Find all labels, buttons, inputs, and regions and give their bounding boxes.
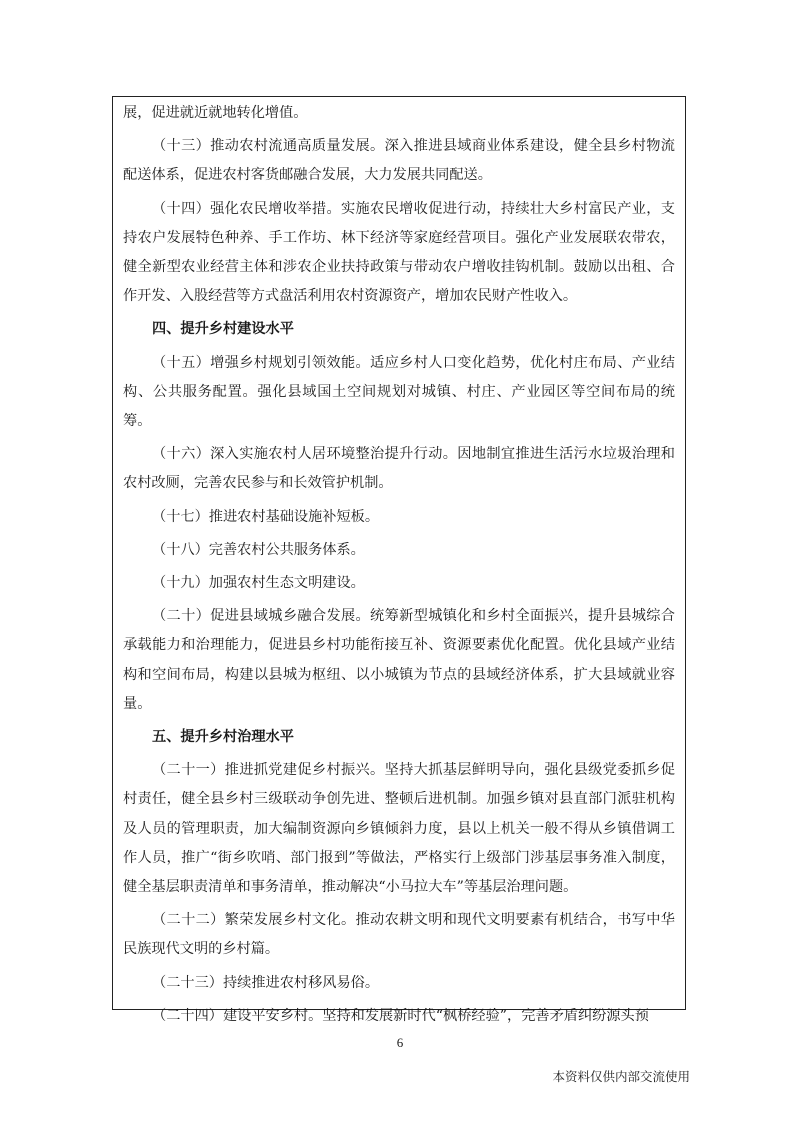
paragraph: （十五）增强乡村规划引领效能。适应乡村人口变化趋势，优化村庄布局、产业结构、公共服务配置。强化县域国土空间规划对城镇、村庄、产业园区等空间布局的统筹。 bbox=[123, 354, 675, 430]
paragraph: （二十三）持续推进农村移风易俗。 bbox=[152, 974, 380, 991]
paragraph: （十八）完善农村公共服务体系。 bbox=[152, 541, 365, 558]
paragraph: 展，促进就近就地转化增值。 bbox=[123, 105, 308, 121]
paragraph: （十三）推动农村流通高质量发展。深入推进县域商业体系建设，健全县乡村物流配送体系，促进农村客货邮融合发展，大力发展共同配送。 bbox=[123, 138, 675, 184]
paragraph: （十四）强化农民增收举措。实施农民增收促进行动，持续壮大乡村富民产业，支持农户发展特色种养、手工作坊、林下经济等家庭经营项目。强化产业发展联农带农，健全新型农业经营主体和涉农企业扶持政策与带动农户增收挂钩机制。鼓励以出租、合作开发、入股经营等方式盘活利用农村资源资产，增加农民财产性收入。 bbox=[123, 200, 675, 305]
document-body bbox=[123, 99, 675, 1035]
section-heading: 五、提升乡村治理水平 bbox=[152, 729, 294, 746]
paragraph: （二十二）繁荣发展乡村文化。推动农耕文明和现代文明要素有机结合，书写中华民族现代文明的乡村篇。 bbox=[123, 912, 675, 958]
document-frame bbox=[112, 96, 686, 1024]
paragraph: （二十一）推进抓党建促乡村振兴。坚持大抓基层鲜明导向，强化县级党委抓乡促村责任，健全县乡村三级联动争创先进、整顿后进机制。加强乡镇对县直部门派驻机构及人员的管理职责，加大编制资源向乡镇倾斜力度，县以上机关一般不得从乡镇借调工作人员，推广“街乡吹哨、部门报到”等做法，严格实行上级部门涉基层事务准入制度，健全基层职责清单和事务清单，推动解决“小马拉大车”等基层治理问题。 bbox=[123, 762, 675, 896]
paragraph: （十七）推进农村基础设施补短板。 bbox=[152, 508, 380, 525]
paragraph: （二十）促进县域城乡融合发展。统筹新型城镇化和乡村全面振兴，提升县城综合承载能力和治理能力，促进县乡村功能衔接互补、资源要素优化配置。优化县域产业结构和空间布局，构建以县城为枢纽、以小城镇为节点的县域经济体系，扩大县域就业容量。 bbox=[123, 608, 675, 712]
paragraph: （二十四）建设平安乡村。坚持和发展新时代“枫桥经验”，完善矛盾纠纷源头预 bbox=[152, 1007, 649, 1024]
footer-note: 本资料仅供内部交流使用 bbox=[552, 1069, 690, 1084]
page-number: 6 bbox=[396, 1035, 404, 1050]
paragraph: （十九）加强农村生态文明建设。 bbox=[152, 575, 365, 592]
section-heading: 四、提升乡村建设水平 bbox=[152, 321, 294, 338]
paragraph: （十六）深入实施农村人居环境整治提升行动。因地制宜推进生活污水垃圾治理和农村改厕，完善农民参与和长效管护机制。 bbox=[123, 446, 675, 492]
